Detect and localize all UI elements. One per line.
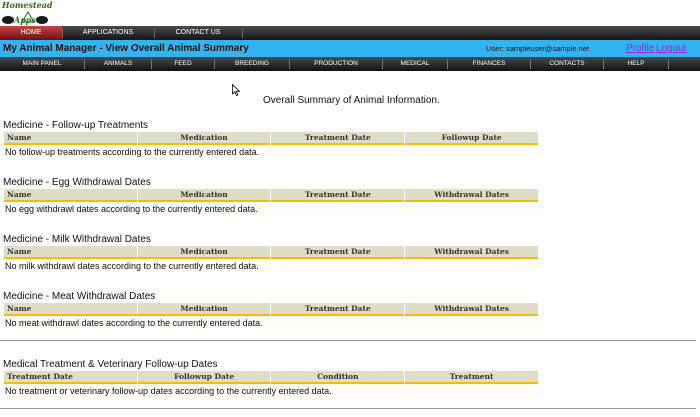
empty-message: No meat withdrawl dates according to the currently entered data.	[4, 316, 538, 329]
empty-message: No egg withdrawl dates according to the currently entered data.	[4, 202, 538, 215]
top-nav-contact-us[interactable]: CONTACT US	[175, 29, 221, 36]
logout-link[interactable]: Logout	[656, 43, 687, 54]
section-title-veterinary-followup: Medical Treatment & Veterinary Follow-up Dates	[3, 359, 218, 370]
top-nav	[0, 26, 700, 40]
profile-link[interactable]: Profile	[626, 43, 655, 54]
column-header[interactable]: Treatment Date	[271, 189, 404, 202]
column-header[interactable]: Name	[4, 303, 137, 316]
veterinary-followup-table	[3, 371, 539, 397]
section-title-egg-withdrawal: Medicine - Egg Withdrawal Dates	[3, 177, 151, 188]
section-title-meat-withdrawal: Medicine - Meat Withdrawal Dates	[3, 291, 156, 302]
column-header[interactable]: Withdrawal Dates	[405, 189, 538, 202]
nav-contacts[interactable]: CONTACTS	[549, 60, 585, 67]
column-header[interactable]: Name	[4, 246, 137, 259]
column-header[interactable]: Treatment	[405, 371, 538, 384]
nav-help[interactable]: HELP	[627, 60, 645, 67]
main-nav	[0, 57, 700, 71]
empty-message: No milk withdrawl dates according to the currently entered data.	[4, 259, 538, 272]
column-header[interactable]: Treatment Date	[4, 371, 137, 384]
column-header[interactable]: Treatment Date	[271, 246, 404, 259]
top-nav-home[interactable]: HOME	[0, 26, 62, 40]
logo-text-line2: Apps	[14, 15, 36, 25]
column-header[interactable]: Condition	[271, 371, 404, 384]
page-title: My Animal Manager - View Overall Animal Summary	[3, 43, 249, 54]
column-header[interactable]: Treatment Date	[271, 303, 404, 316]
nav-finances[interactable]: FINANCES	[472, 60, 506, 67]
nav-separator	[242, 28, 243, 38]
homestead-apps-logo[interactable]	[0, 0, 53, 26]
column-header[interactable]: Medication	[138, 246, 271, 259]
column-header[interactable]: Followup Date	[138, 371, 271, 384]
section-title-followup-treatments: Medicine - Follow-up Treatments	[3, 120, 149, 131]
logo-text-line1: Homestead	[2, 0, 53, 10]
empty-message: No treatment or veterinary follow-up dates according to the currently entered data.	[4, 384, 538, 397]
nav-feed[interactable]: FEED	[174, 60, 192, 67]
nav-animals[interactable]: ANIMALS	[103, 60, 133, 67]
empty-message: No follow-up treatments according to the currently entered data.	[4, 145, 538, 158]
milk-withdrawal-table	[3, 246, 539, 272]
column-header[interactable]: Withdrawal Dates	[405, 303, 538, 316]
followup-treatments-table	[3, 132, 539, 158]
nav-main-panel[interactable]: MAIN PANEL	[22, 60, 62, 67]
nav-medical[interactable]: MEDICAL	[400, 60, 430, 67]
column-header[interactable]: Treatment Date	[271, 132, 404, 145]
column-header[interactable]: Name	[4, 132, 137, 145]
egg-withdrawal-table	[3, 189, 539, 215]
column-header[interactable]: Name	[4, 189, 137, 202]
nav-separator	[668, 59, 669, 69]
meat-withdrawal-table	[3, 303, 539, 329]
divider	[0, 408, 696, 409]
top-nav-applications[interactable]: APPLICATIONS	[82, 29, 134, 36]
column-header[interactable]: Medication	[138, 189, 271, 202]
user-label: User: sampleuser@sample.net	[486, 44, 590, 53]
section-title-milk-withdrawal: Medicine - Milk Withdrawal Dates	[3, 234, 151, 245]
title-bar	[0, 40, 700, 57]
column-header[interactable]: Medication	[138, 303, 271, 316]
column-header[interactable]: Withdrawal Dates	[405, 246, 538, 259]
nav-production[interactable]: PRODUCTION	[314, 60, 358, 67]
summary-heading: Overall Summary of Animal Information.	[263, 95, 440, 106]
column-header[interactable]: Medication	[138, 132, 271, 145]
nav-breeding[interactable]: BREEDING	[235, 60, 269, 67]
divider	[0, 340, 696, 341]
mouse-cursor-icon	[232, 84, 240, 96]
column-header[interactable]: Followup Date	[405, 132, 538, 145]
